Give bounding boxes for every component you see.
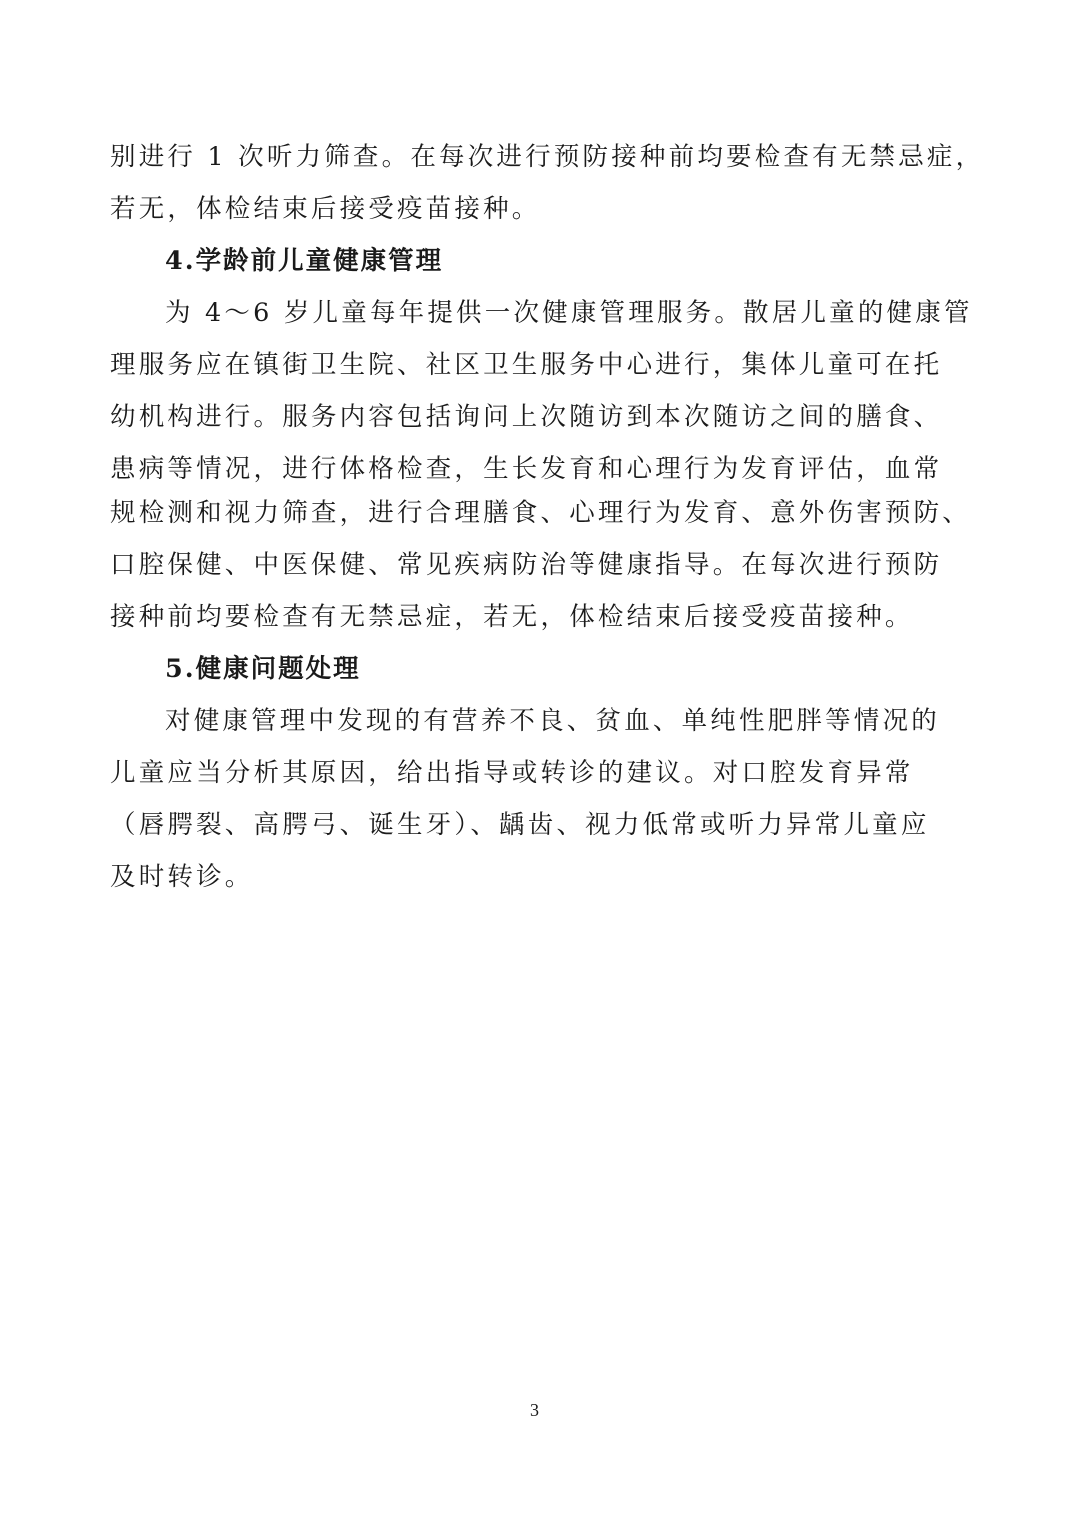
paragraph-line: 幼机构进行。服务内容包括询问上次随访到本次随访之间的膳食、 [110,402,943,432]
paragraph-line: 口腔保健、中医保健、常见疾病防治等健康指导。在每次进行预防 [110,550,943,580]
paragraph-line: 接种前均要检查有无禁忌症，若无，体检结束后接受疫苗接种。 [110,602,914,632]
paragraph-line: （唇腭裂、高腭弓、诞生牙）、龋齿、视力低常或听力异常儿童应 [110,810,930,840]
paragraph-line: 对健康管理中发现的有营养不良、贫血、单纯性肥胖等情况的 [165,706,940,736]
paragraph-line: 规检测和视力筛查，进行合理膳食、心理行为发育、意外伤害预防、 [110,498,972,528]
paragraph-line: 为 4～6 岁儿童每年提供一次健康管理服务。散居儿童的健康管 [165,298,973,328]
paragraph-line: 若无，体检结束后接受疫苗接种。 [110,194,541,224]
page-number: 3 [530,1400,539,1420]
paragraph-line: 患病等情况，进行体格检查，生长发育和心理行为发育评估，血常 [110,454,943,484]
paragraph-line: 及时转诊。 [110,862,254,892]
paragraph-line: 理服务应在镇街卫生院、社区卫生服务中心进行，集体儿童可在托 [110,350,943,380]
paragraph-line: 别进行 1 次听力筛查。在每次进行预防接种前均要检查有无禁忌症， [110,142,985,172]
paragraph-line: 儿童应当分析其原因，给出指导或转诊的建议。对口腔发育异常 [110,758,914,788]
section-heading: 4.学龄前儿童健康管理 [165,246,444,276]
section-heading: 5.健康问题处理 [165,654,361,684]
